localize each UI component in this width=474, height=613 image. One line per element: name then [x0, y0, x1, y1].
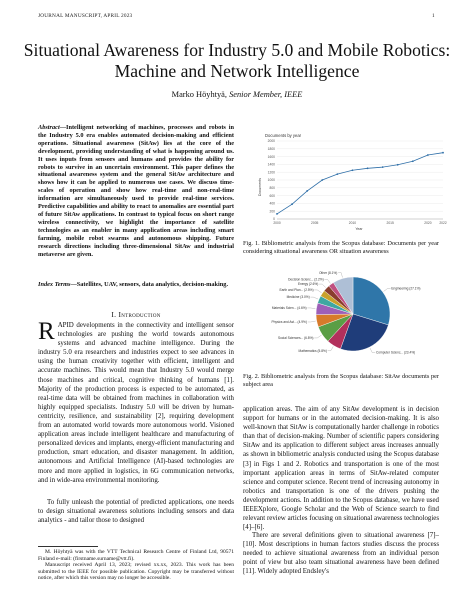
drop-cap: R — [38, 318, 55, 345]
page-number: 1 — [432, 13, 435, 19]
pie-leader-line — [319, 284, 326, 287]
index-terms — [38, 281, 234, 289]
chart1-y-tick-label: 0 — [273, 217, 275, 222]
pie-slice-label: Computer Scienc... (23.4%) — [375, 350, 416, 355]
paper-title: Situational Awareness for Industry 5.0 and Mobile Robotics: Machine and Network Intelligence — [23, 40, 451, 81]
pie-slice-label: Materials Scien... (4.6%) — [271, 306, 307, 311]
chart1-y-tick-label: 1400 — [267, 162, 275, 167]
chart1-y-tick-label: 200 — [269, 209, 275, 214]
running-header: JOURNAL MANUSCRIPT, APRIL 2023 — [38, 13, 133, 19]
pie-leader-line — [328, 346, 334, 350]
author-line — [0, 90, 474, 99]
pie-leader-line — [314, 290, 321, 293]
pie-leader-line — [324, 279, 330, 283]
chart1-y-tick-label: 800 — [269, 186, 275, 190]
pie-slice-label: Physics and Ast... (4.9%) — [271, 320, 307, 325]
chart1-data-point — [427, 154, 429, 156]
chart1-x-tick-label: 2015 — [386, 221, 394, 225]
pie-slice-label: Decision Scienc... (2.2%) — [288, 277, 324, 282]
pie-slice-label: Other (8.1%) — [319, 270, 338, 275]
index-terms-label: Index Terms — [38, 281, 71, 288]
figure1-caption: Fig. 1. Bibliometric analysis from the Scopus database: Documents per year considering situational awareness OR situation awareness — [243, 240, 439, 255]
chart1-y-tick-label: 2000 — [267, 139, 275, 144]
chart1-x-tick-label: 2020 — [424, 221, 432, 225]
pie-slice-label: Medicine (3.0%) — [286, 295, 310, 300]
subject-area-pie-chart — [255, 263, 451, 365]
right-paragraph-1: application areas. The aim of any SitAw development is in decision support for humans or in the automated decision-making. It is also well-known that SitAw is computationally harder challenge in robotics than that of decision-making. Number of scientific papers considering SitAw and its application to different subject areas increases annually as shown in bibliometric analysis conducted using the Scopus database [3] in Figs 1 and 2. Robotics and transportation is one of the most important application areas in terms of SitAw-related computer science and computer science. Recent trend of increasing autonomy in robotics and transportation is one of the drivers pushing the development actions. In addition to the Scopus database, we have used IEEEXplore, Google Scholar and the Web of Science search to find relevant review articles focusing on situational awareness technologies [4]–[6]. — [243, 406, 439, 532]
chart1-data-point — [306, 190, 308, 192]
chart1-y-ticks — [268, 139, 276, 221]
chart1-title: Documents by year — [265, 133, 302, 138]
section-heading: I. Introduction — [111, 310, 161, 319]
pie-leader-line — [308, 321, 316, 322]
chart1-x-ticks — [273, 221, 447, 225]
pie-leader-line — [370, 348, 375, 352]
chart1-y-tick-label: 1200 — [267, 170, 275, 175]
chart1-data-point — [382, 166, 384, 168]
index-terms-text: —Satellites, UAV, sensors, data analytics, decision-making. — [70, 281, 229, 288]
intro-paragraph-1 — [38, 318, 234, 485]
pie-slice-label: Mathematics (5.8%) — [298, 348, 327, 353]
pie-leader-line — [310, 297, 318, 299]
right-paragraph-2: There are several definitions given to situational awareness [7]–[10]. Most descriptions in human factors studies discuss the process needed to achieve situational awareness from an individual person point of view but also team situational awareness have been defined [11]. Widely adopted Endsley's — [243, 532, 439, 576]
chart1-y-tick-label: 600 — [269, 193, 275, 198]
chart1-xlabel: Year — [355, 227, 363, 231]
pie-leader-line — [307, 308, 315, 309]
pie-leader-line — [384, 288, 391, 291]
footnote-rule — [38, 546, 98, 547]
chart1-y-tick-label: 1000 — [267, 178, 275, 183]
chart1-data-point — [412, 160, 414, 162]
chart1-data-point — [442, 152, 444, 154]
documents-by-year-chart — [255, 131, 451, 231]
pie-slice-label: Energy (2.6%) — [297, 282, 319, 287]
chart1-grid — [277, 141, 443, 219]
chart1-points — [276, 152, 444, 215]
chart1-data-point — [276, 213, 278, 215]
abstract-text: —Intelligent networking of machines, processes and robots in the Industry 5.0 era enables automated decision-making and efficient operations. Situational awareness (SitAw) lies at the core of the development, providing understanding of what is happening around us. It uses inputs from sensors and humans and provides the ability for robots to survive in an uncertain environment. This paper defines the situational awareness system and the general SitAw architecture and shows how it can be applied to numerous use cases. We discuss time-scales of operation and show how real-time and non-real-time information are simultaneously used to provide real-time services. Predictive capabilities and ability to react to anomalies are essential part of future SitAw applications. In contrast to typical focus on short range wireless connectivity, we highlight the importance of satellite technologies as an enabler in many application areas including smart farming, mobile robot swarms and autonomous shipping. Future research directions including three-dimensional SitAw and industrial metaverse are given. — [38, 124, 234, 258]
author-name: Marko Höyhtyä, — [171, 90, 227, 99]
chart1-data-point — [321, 179, 323, 181]
footnote-affiliation: M. Höyhtyä was with the VTT Technical Research Centre of Finland Ltd, 90571 Finland e-mail: (firstname.surname@vtt.fi). — [38, 549, 234, 562]
chart1-y-tick-label: 1600 — [267, 154, 275, 159]
pie-slice-label: Earth and Plan... (2.5%) — [279, 288, 314, 293]
chart1-x-tick-label: 2010 — [348, 221, 357, 225]
chart1-data-point — [367, 167, 369, 169]
figure2-caption: Fig. 2. Bibliometric analysis from the Scopus database: SitAw documents per subject area — [243, 373, 439, 388]
chart1-x-tick-label: 2022 — [439, 221, 447, 225]
intro-paragraph-1-text: APID developments in the connectivity and intelligent sensor technologies are pushing the world towards autonomous systems and advanced machine intelligence. During the industry 5.0 era researchers and industries expect to see advances in using the human creativity together with efficient, intelligent and accurate machines. This would mean that Industry 5.0 would merge those machines and critical, cognitive thinking of humans [1]. Majority of the production process is expected to be automated, as real-time data will be obtained from machines in collaboration with highly equipped specialists. Industry 5.0 will be driven by human-centricity, resilience, and sustainability [2], requiring development from an automated world towards more autonomous world. Visioned application areas include intelligent healthcare and manufacturing of personalized devices and implants, energy-efficient manufacturing and production, smart education, and disaster management. In addition, autonomous and Artificial Intelligence (AI)-based technologies are more and more applied in logistics, in 6G communication networks, and in wide-area environmental monitoring. — [38, 322, 234, 484]
pie-slice-label: Social Sciences... (6.8%) — [278, 336, 314, 341]
chart1-data-point — [352, 169, 354, 171]
chart1-ylabel: Documents — [258, 177, 262, 197]
chart2-slices — [316, 277, 390, 351]
chart1-data-point — [291, 203, 293, 205]
chart1-y-tick-label: 1800 — [267, 147, 275, 151]
chart1-series-line — [277, 153, 443, 214]
chart1-x-tick-label: 2005 — [311, 221, 319, 225]
abstract — [38, 124, 234, 258]
intro-paragraph-2: To fully unleash the potential of predicted applications, one needs to design situational awareness solutions including sensors and data analytics - and tailor those to designed — [38, 499, 234, 525]
pie-leader-line — [314, 335, 321, 338]
chart1-x-tick-label: 2000 — [273, 221, 281, 225]
author-role: Senior Member, IEEE — [229, 90, 303, 99]
pie-slice-label: Engineering (27.1%) — [391, 286, 421, 291]
chart1-data-point — [336, 173, 338, 175]
chart1-y-tick-label: 400 — [269, 201, 275, 206]
abstract-label: Abstract — [38, 124, 60, 131]
footnote-manuscript: Manuscript received April 13, 2023; revised xx.xx, 2023. This work has been submitted to the IEEE for possible publication. Copyright may be transferred without notice, after which this version may no longer be accessible. — [38, 562, 234, 581]
pie-leader-line — [338, 273, 342, 278]
chart1-data-point — [397, 164, 399, 166]
